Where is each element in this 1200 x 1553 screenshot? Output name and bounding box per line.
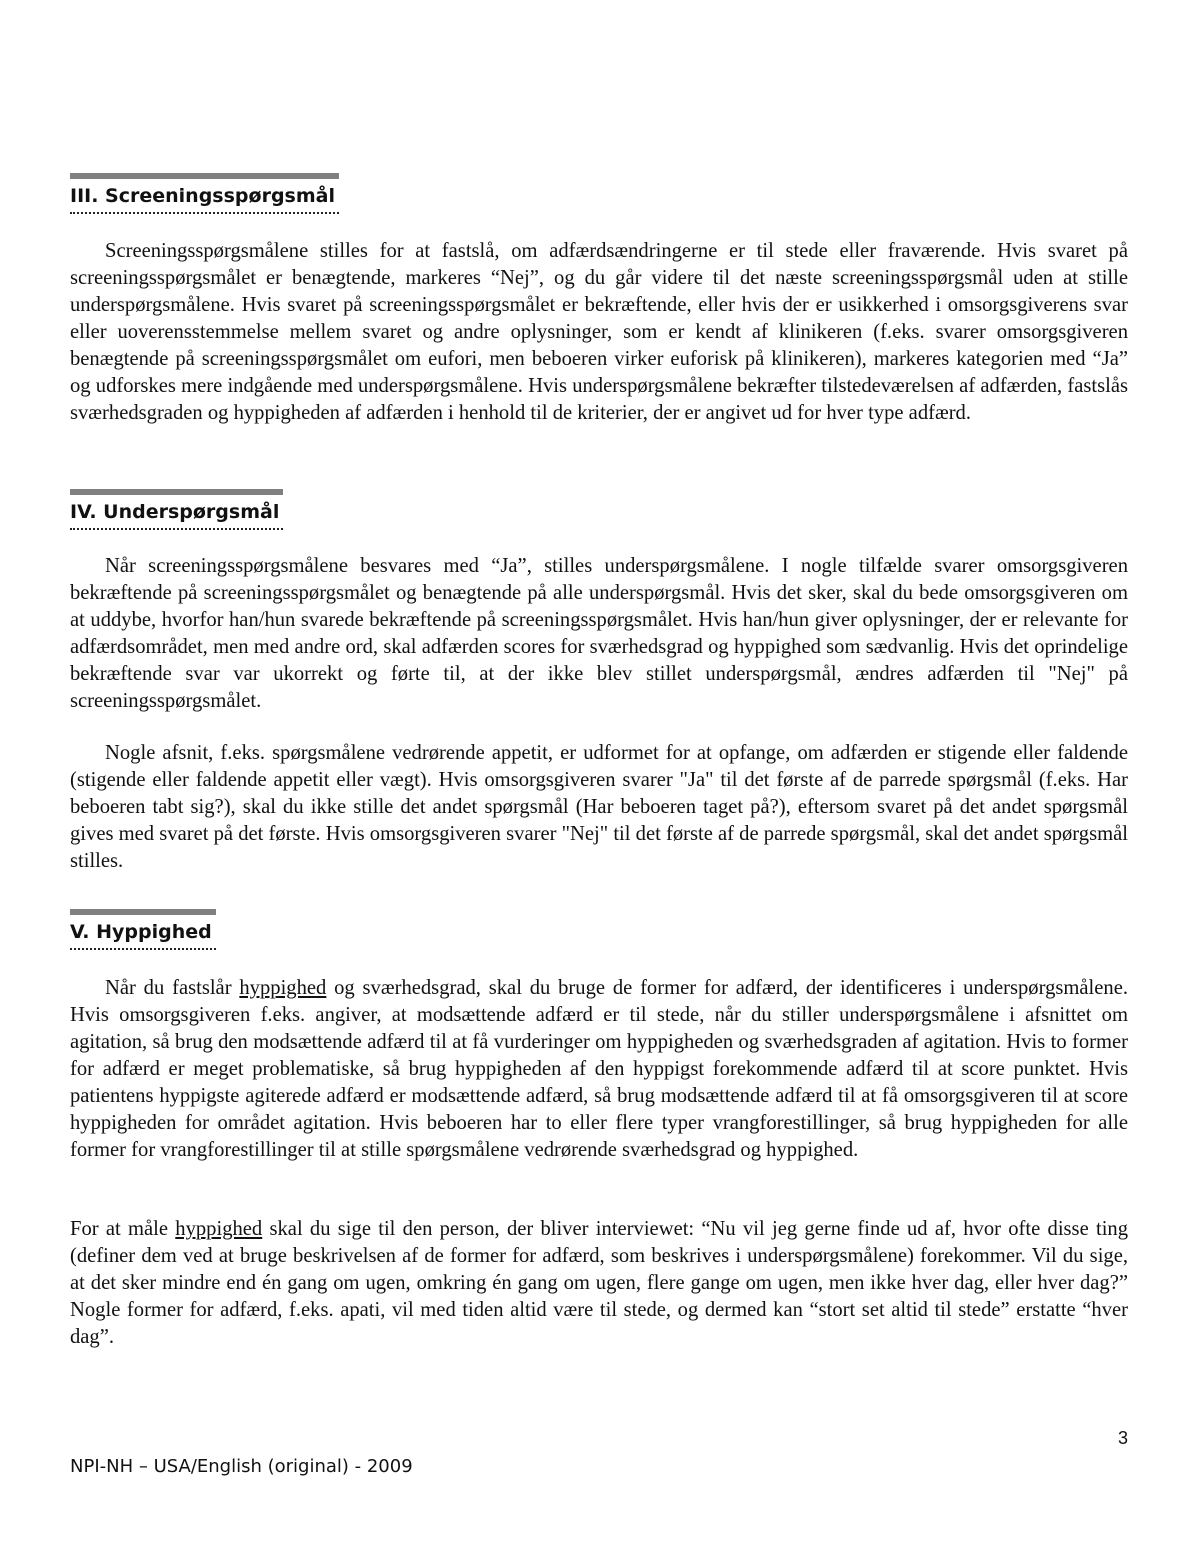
underlined-term: hyppighed <box>175 1218 263 1240</box>
text-run: For at måle <box>70 1218 176 1240</box>
page-number: 3 <box>1117 1428 1128 1448</box>
paragraph-frequency-1 <box>70 975 1128 1164</box>
paragraph-subquestions-2: Nogle afsnit, f.eks. spørgsmålene vedrørende appetit, er udformet for at opfange, om adfærden er stigende eller faldende (stigende eller faldende appetit eller vægt). Hvis omsorgsgiveren svarer "Ja" til det første af de parrede spørgsmål (f.eks. Har beboeren tabt sig?), skal du ikke stille det andet spørgsmål (Har beboeren taget på?), eftersom svaret på det andet spørgsmål gives med svaret på det første. Hvis omsorgsgiveren svarer "Nej" til det første af de parrede spørgsmål, skal det andet spørgsmål stilles. <box>70 742 1128 872</box>
text-run: skal du sige til den person, der bliver interviewet: “Nu vil jeg gerne finde ud af, hvor ofte disse ting (definer dem ved at bruge beskrivelsen af de former for adfærd, som beskrives i underspørgsmålene) forekommer. Vil du sige, at det sker mindre end én gang om ugen, omkring én gang om ugen, flere gange om ugen, men ikke hver dag, eller hver dag?” Nogle former for adfærd, f.eks. apati, vil med tiden altid være til stede, og dermed kan “stort set altid til stede” erstatte “hver dag”. <box>70 1218 1129 1348</box>
underlined-term: hyppighed <box>239 977 327 999</box>
text-run: Når du fastslår <box>105 977 240 999</box>
footer-text: NPI-NH – USA/English (original) - 2009 <box>70 1456 413 1477</box>
text-run: og sværhedsgrad, skal du bruge de former for adfærd, der identificeres i underspørgsmålene. Hvis omsorgsgiveren f.eks. angiver, at modsættende adfærd er til stede, når du stiller underspørgsmålene i afsnittet om agitation, så brug den modsættende adfærd til at få vurderinger om hyppigheden og sværhedsgraden af agitation. Hvis to former for adfærd er meget problematiske, så brug hyppigheden af den hyppigst forekommende adfærd til at score punktet. Hvis patientens hyppigste agiterede adfærd er modsættende adfærd, så brug modsættende adfærd til at få omsorgsgiveren til at score hyppigheden for området agitation. Hvis beboeren har to eller flere typer vrangforestillinger, så brug hyppigheden for alle former for vrangforestillinger til at stille spørgsmålene vedrørende sværhedsgrad og hyppighed. <box>70 977 1128 1161</box>
paragraph-subquestions-1: Når screeningsspørgsmålene besvares med “Ja”, stilles underspørgsmålene. I nogle tilfælde svarer omsorgsgiveren bekræftende på screeningsspørgsmålet og benægtende på alle underspørgsmål. Hvis det sker, skal du bede omsorgsgiveren om at uddybe, hvorfor han/hun svarede bekræftende på screeningsspørgsmålet. Hvis han/hun giver oplysninger, der er relevante for adfærdsområdet, men med andre ord, skal adfærden scores for sværhedsgrad og hyppighed som sædvanlig. Hvis det oprindelige bekræftende svar var ukorrekt og førte til, at der ikke blev stillet underspørgsmål, ændres adfærden til "Nej" på screeningsspørgsmålet. <box>70 555 1128 712</box>
paragraph-screening: Screeningsspørgsmålene stilles for at fastslå, om adfærdsændringerne er til stede eller fraværende. Hvis svaret på screeningsspørgsmålet er benægtende, markeres “Nej”, og du går videre til det næste screeningsspørgsmål uden at stille underspørgsmålene. Hvis svaret på screeningsspørgsmålet er bekræftende, eller hvis der er usikkerhed i omsorgsgiverens svar eller uoverensstemmelse mellem svaret og andre oplysninger, som er kendt af klinikeren (f.eks. svarer omsorgsgiveren benægtende på screeningsspørgsmålet om eufori, men beboeren virker euforisk på klinikeren), markeres kategorien med “Ja” og udforskes mere indgående med underspørgsmålene. Hvis underspørgsmålene bekræfter tilstedeværelsen af adfærden, fastslås sværhedsgraden og hyppigheden af adfærden i henhold til de kriterier, der er angivet ud for hver type adfærd. <box>70 240 1128 424</box>
section-heading-subquestions: IV. Underspørgsmål <box>70 489 283 530</box>
section-heading-frequency: V. Hyppighed <box>70 909 216 950</box>
section-heading-screening: III. Screeningsspørgsmål <box>70 173 339 214</box>
paragraph-frequency-2 <box>70 1216 1128 1351</box>
